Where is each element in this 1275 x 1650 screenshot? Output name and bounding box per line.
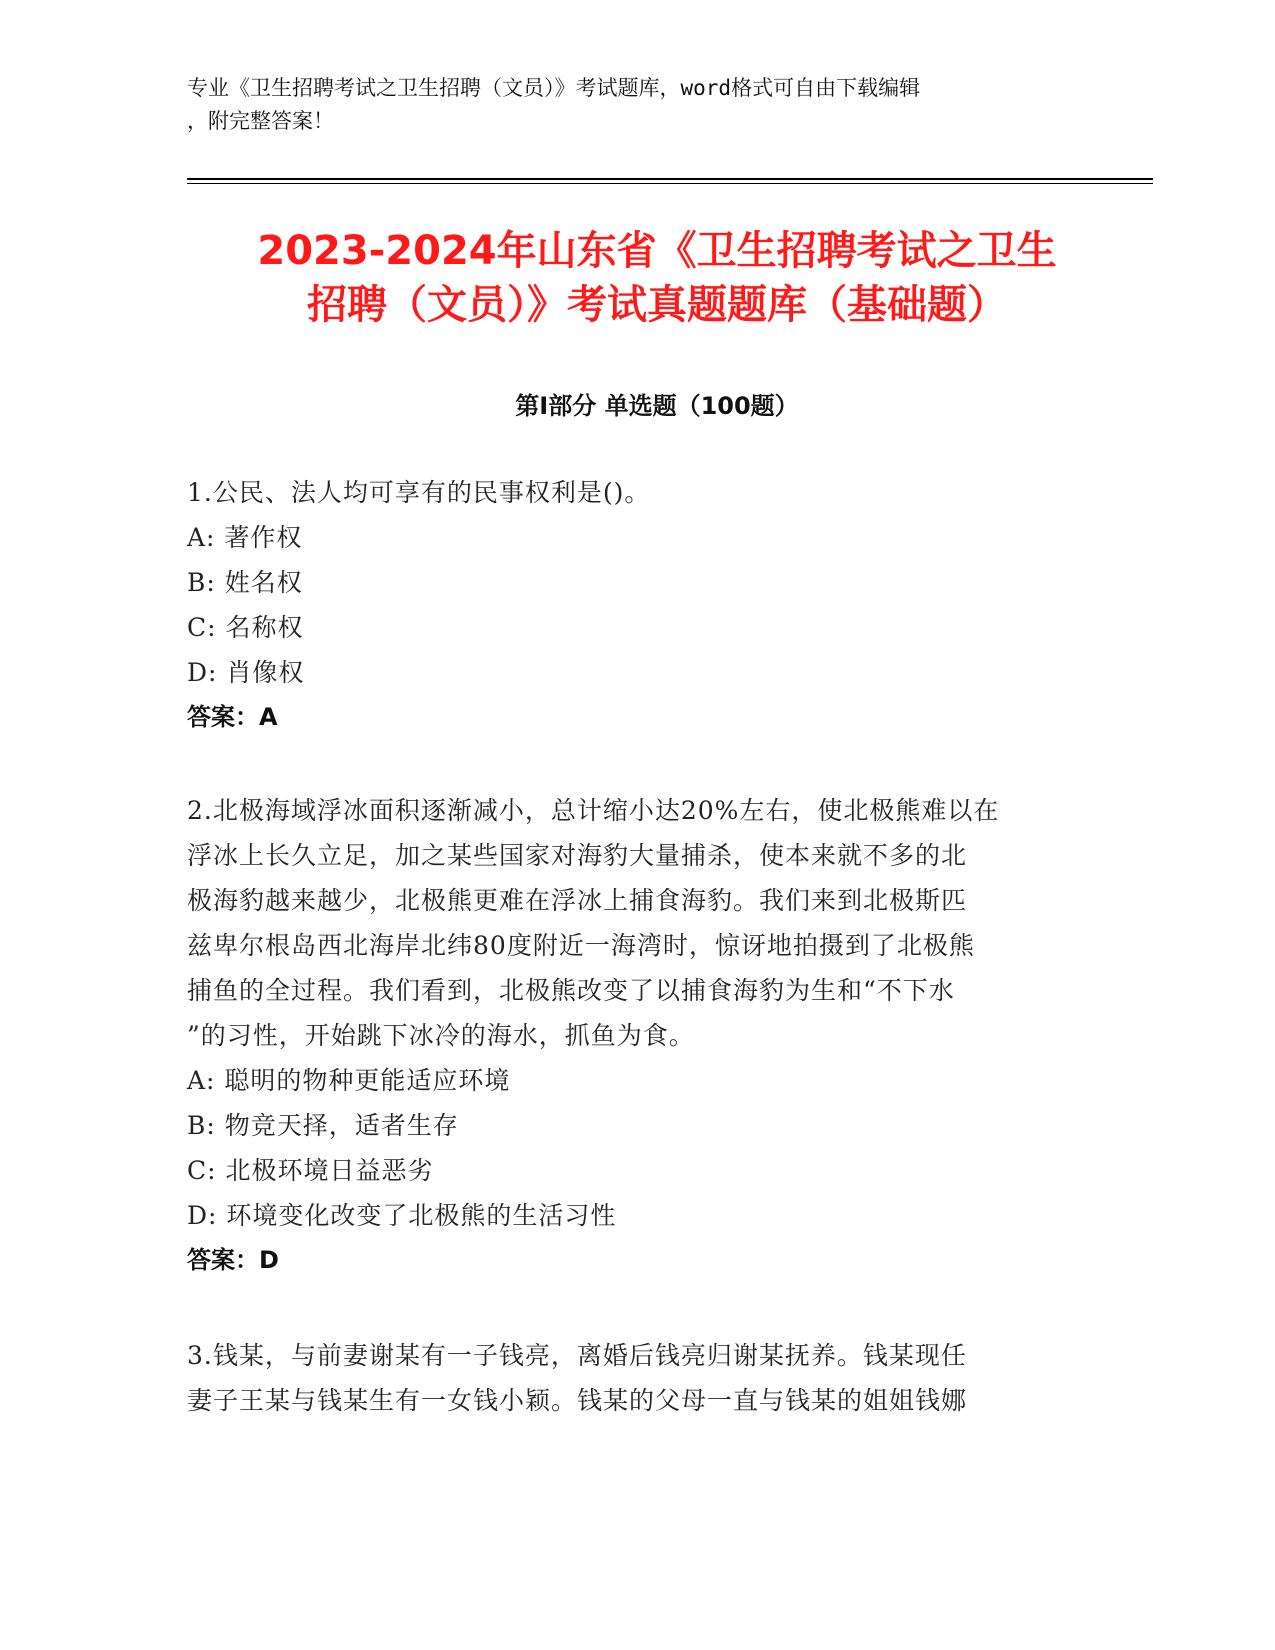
document-title-line-2: 招聘（文员）》考试真题题库（基础题） [307, 282, 1007, 328]
question-3 [187, 1333, 1087, 1423]
option-c: C: 北极环境日益恶劣 [187, 1156, 434, 1185]
option-a: A: 聪明的物种更能适应环境 [187, 1066, 511, 1095]
option-c: C: 名称权 [187, 613, 304, 642]
option-a: A: 著作权 [187, 523, 303, 552]
question-stem-line: 极海豹越来越少，北极熊更难在浮冰上捕食海豹。我们来到北极斯匹 [187, 886, 968, 915]
question-1 [187, 470, 1087, 740]
header-note [187, 72, 1067, 138]
answer-line: 答案：D [187, 1246, 279, 1274]
option-d: D: 肖像权 [187, 658, 305, 687]
header-divider-top [187, 178, 1153, 180]
header-divider-bottom [187, 183, 1153, 184]
header-note-line-2: ，附完整答案！ [187, 109, 334, 133]
section-title: 第Ⅰ部分 单选题（100题） [515, 392, 799, 420]
question-stem-line: 1.公民、法人均可享有的民事权利是()。 [187, 478, 651, 507]
option-b: B: 姓名权 [187, 568, 303, 597]
question-stem-line: ”的习性，开始跳下冰冷的海水，抓鱼为食。 [187, 1021, 695, 1050]
document-title [187, 224, 1127, 332]
question-stem-line: 妻子王某与钱某生有一女钱小颖。钱某的父母一直与钱某的姐姐钱娜 [187, 1386, 968, 1415]
option-b: B: 物竞天择，适者生存 [187, 1111, 459, 1140]
question-2 [187, 788, 1087, 1283]
option-d: D: 环境变化改变了北极熊的生活习性 [187, 1201, 617, 1230]
question-stem-line: 3.钱某，与前妻谢某有一子钱亮，离婚后钱亮归谢某抚养。钱某现任 [187, 1341, 967, 1370]
question-stem-line: 浮冰上长久立足，加之某些国家对海豹大量捕杀，使本来就不多的北 [187, 841, 968, 870]
question-stem [187, 470, 1087, 515]
question-stem-line: 兹卑尔根岛西北海岸北纬80度附近一海湾时，惊讶地拍摄到了北极熊 [187, 931, 975, 960]
question-stem [187, 788, 1087, 1058]
question-stem [187, 1333, 1087, 1423]
question-stem-line: 2.北极海域浮冰面积逐渐减小，总计缩小达20%左右，使北极熊难以在 [187, 796, 1000, 825]
document-title-line-1: 2023-2024年山东省《卫生招聘考试之卫生 [257, 228, 1057, 274]
question-stem-line: 捕鱼的全过程。我们看到，北极熊改变了以捕食海豹为生和“不下水 [187, 976, 955, 1005]
header-note-line-1: 专业《卫生招聘考试之卫生招聘（文员）》考试题库，word格式可自由下载编辑 [187, 76, 921, 100]
answer-line: 答案：A [187, 703, 278, 731]
